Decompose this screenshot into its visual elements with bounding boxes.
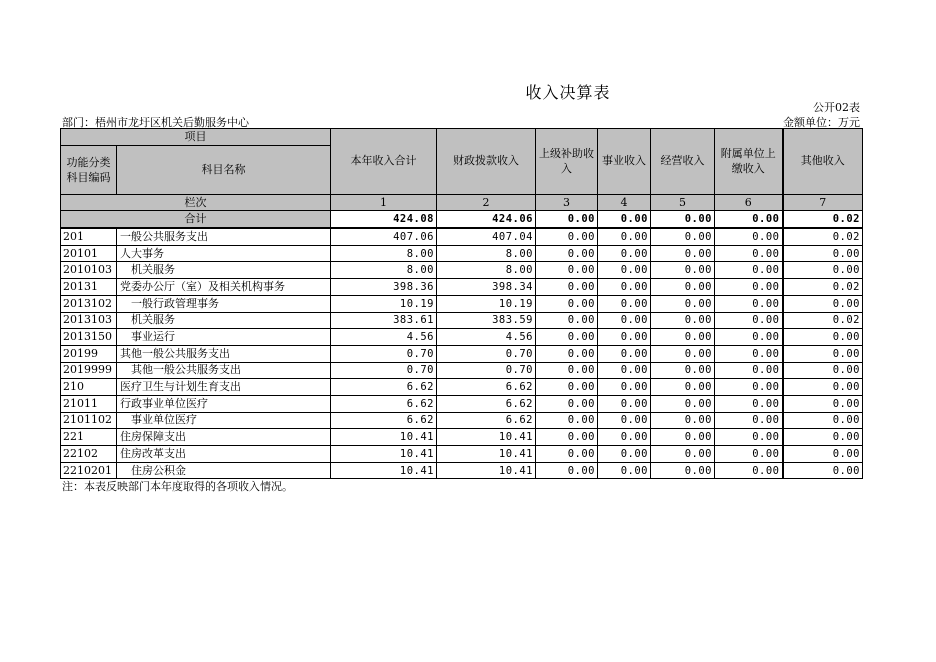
- row-name: 一般公共服务支出: [117, 228, 331, 245]
- header-code: 功能分类科目编码: [61, 145, 117, 194]
- row-name: 事业运行: [117, 329, 331, 346]
- header-name: 科目名称: [117, 145, 331, 194]
- row-value: 0.02: [783, 312, 863, 329]
- row-value: 0.00: [783, 262, 863, 279]
- row-value: 0.70: [331, 362, 437, 379]
- lanci-label: 栏次: [61, 194, 331, 211]
- col-number: 6: [715, 194, 783, 211]
- row-value: 0.00: [783, 245, 863, 262]
- row-value: 0.00: [715, 362, 783, 379]
- row-name: 其他一般公共服务支出: [117, 345, 331, 362]
- row-value: 0.00: [715, 312, 783, 329]
- row-value: 0.70: [437, 362, 536, 379]
- row-value: 0.00: [651, 379, 715, 396]
- table-row: [61, 379, 863, 396]
- income-table: [60, 128, 863, 479]
- row-value: 0.00: [536, 279, 598, 296]
- header-fiscal: 财政拨款收入: [437, 129, 536, 195]
- row-value: 0.00: [598, 462, 651, 479]
- total-value: 424.08: [331, 211, 437, 228]
- row-value: 0.00: [598, 245, 651, 262]
- row-code: 201: [61, 228, 117, 245]
- row-value: 0.00: [651, 245, 715, 262]
- lanci-row: [61, 194, 863, 211]
- row-value: 0.00: [536, 228, 598, 245]
- header-other: 其他收入: [783, 129, 863, 195]
- row-value: 0.00: [651, 395, 715, 412]
- table-row: [61, 412, 863, 429]
- row-value: 0.00: [536, 379, 598, 396]
- row-value: 383.59: [437, 312, 536, 329]
- row-value: 0.02: [783, 228, 863, 245]
- total-row: [61, 211, 863, 228]
- row-value: 0.00: [651, 329, 715, 346]
- row-code: 2013150: [61, 329, 117, 346]
- row-value: 6.62: [437, 395, 536, 412]
- row-value: 407.04: [437, 228, 536, 245]
- row-value: 10.19: [437, 295, 536, 312]
- row-value: 0.00: [715, 295, 783, 312]
- row-value: 0.00: [536, 395, 598, 412]
- col-number: 7: [783, 194, 863, 211]
- header-superior: 上级补助收入: [536, 129, 598, 195]
- row-value: 0.00: [598, 228, 651, 245]
- table-row: [61, 395, 863, 412]
- row-code: 2010103: [61, 262, 117, 279]
- table-row: [61, 295, 863, 312]
- header-total: 本年收入合计: [331, 129, 437, 195]
- row-code: 2210201: [61, 462, 117, 479]
- row-name: 一般行政管理事务: [117, 295, 331, 312]
- row-value: 0.70: [437, 345, 536, 362]
- table-row: [61, 312, 863, 329]
- row-value: 0.00: [651, 295, 715, 312]
- row-name: 行政事业单位医疗: [117, 395, 331, 412]
- row-value: 0.00: [783, 362, 863, 379]
- row-value: 0.00: [783, 429, 863, 446]
- table-row: [61, 245, 863, 262]
- row-value: 4.56: [437, 329, 536, 346]
- row-code: 20101: [61, 245, 117, 262]
- row-name: 医疗卫生与计划生育支出: [117, 379, 331, 396]
- row-value: 0.00: [536, 262, 598, 279]
- col-number: 2: [437, 194, 536, 211]
- row-value: 6.62: [437, 412, 536, 429]
- col-number: 4: [598, 194, 651, 211]
- row-value: 0.00: [598, 329, 651, 346]
- row-name: 机关服务: [117, 312, 331, 329]
- row-value: 0.00: [536, 312, 598, 329]
- row-code: 2013103: [61, 312, 117, 329]
- row-value: 0.00: [536, 462, 598, 479]
- row-value: 0.00: [651, 429, 715, 446]
- table-row: [61, 345, 863, 362]
- header-affiliated: 附属单位上缴收入: [715, 129, 783, 195]
- row-value: 0.00: [715, 345, 783, 362]
- row-name: 住房保障支出: [117, 429, 331, 446]
- row-value: 0.00: [598, 295, 651, 312]
- table-row: [61, 429, 863, 446]
- row-value: 10.41: [331, 429, 437, 446]
- row-value: 0.00: [715, 412, 783, 429]
- row-value: 0.00: [536, 362, 598, 379]
- row-value: 8.00: [437, 262, 536, 279]
- row-value: 0.00: [783, 379, 863, 396]
- table-body: [61, 129, 863, 479]
- header-business: 事业收入: [598, 129, 651, 195]
- row-value: 0.00: [783, 345, 863, 362]
- row-value: 0.00: [536, 412, 598, 429]
- row-name: 机关服务: [117, 262, 331, 279]
- row-value: 407.06: [331, 228, 437, 245]
- row-value: 0.00: [651, 312, 715, 329]
- row-value: 0.00: [783, 462, 863, 479]
- header-operating: 经营收入: [651, 129, 715, 195]
- row-value: 0.00: [715, 395, 783, 412]
- row-value: 8.00: [437, 245, 536, 262]
- row-value: 0.00: [598, 379, 651, 396]
- row-value: 0.00: [536, 429, 598, 446]
- row-value: 0.00: [715, 462, 783, 479]
- row-value: 0.00: [715, 245, 783, 262]
- row-value: 0.00: [715, 279, 783, 296]
- row-value: 0.00: [598, 412, 651, 429]
- row-value: 0.00: [536, 295, 598, 312]
- row-value: 0.00: [783, 329, 863, 346]
- unit-label: 金额单位：万元: [783, 116, 860, 129]
- row-code: 20131: [61, 279, 117, 296]
- table-row: [61, 279, 863, 296]
- row-value: 0.00: [651, 462, 715, 479]
- row-name: 其他一般公共服务支出: [117, 362, 331, 379]
- row-code: 22102: [61, 446, 117, 463]
- row-value: 0.00: [598, 446, 651, 463]
- row-value: 0.00: [783, 412, 863, 429]
- row-value: 0.70: [331, 345, 437, 362]
- col-number: 1: [331, 194, 437, 211]
- row-value: 10.41: [437, 462, 536, 479]
- row-value: 0.00: [715, 262, 783, 279]
- row-value: 0.00: [715, 446, 783, 463]
- row-value: 8.00: [331, 262, 437, 279]
- row-value: 4.56: [331, 329, 437, 346]
- row-value: 0.00: [598, 279, 651, 296]
- row-value: 6.62: [331, 379, 437, 396]
- row-value: 0.00: [598, 429, 651, 446]
- row-value: 6.62: [331, 395, 437, 412]
- table-row: [61, 262, 863, 279]
- row-value: 0.00: [651, 412, 715, 429]
- total-value: 0.00: [536, 211, 598, 228]
- header-project: 项目: [61, 129, 331, 146]
- row-value: 0.00: [715, 228, 783, 245]
- row-value: 10.41: [331, 446, 437, 463]
- table-row: [61, 446, 863, 463]
- row-value: 0.00: [715, 429, 783, 446]
- total-value: 424.06: [437, 211, 536, 228]
- row-value: 0.02: [783, 279, 863, 296]
- table-row: [61, 462, 863, 479]
- row-name: 党委办公厅（室）及相关机构事务: [117, 279, 331, 296]
- row-code: 210: [61, 379, 117, 396]
- total-value: 0.00: [598, 211, 651, 228]
- row-value: 0.00: [783, 446, 863, 463]
- row-value: 0.00: [651, 279, 715, 296]
- row-value: 0.00: [651, 446, 715, 463]
- row-value: 0.00: [598, 262, 651, 279]
- row-value: 0.00: [651, 345, 715, 362]
- total-value: 0.00: [715, 211, 783, 228]
- table-row: [61, 228, 863, 245]
- department-label: 部门：梧州市龙圩区机关后勤服务中心: [62, 116, 249, 129]
- row-value: 0.00: [651, 262, 715, 279]
- row-value: 0.00: [598, 345, 651, 362]
- col-number: 5: [651, 194, 715, 211]
- row-code: 2019999: [61, 362, 117, 379]
- row-value: 0.00: [536, 245, 598, 262]
- row-code: 221: [61, 429, 117, 446]
- row-name: 住房改革支出: [117, 446, 331, 463]
- row-value: 0.00: [715, 379, 783, 396]
- row-value: 6.62: [331, 412, 437, 429]
- table-row: [61, 362, 863, 379]
- total-value: 0.00: [651, 211, 715, 228]
- row-code: 2101102: [61, 412, 117, 429]
- row-name: 人大事务: [117, 245, 331, 262]
- row-code: 20199: [61, 345, 117, 362]
- page-title: 收入决算表: [525, 83, 611, 102]
- row-value: 0.00: [651, 362, 715, 379]
- row-value: 0.00: [715, 329, 783, 346]
- row-value: 10.41: [331, 462, 437, 479]
- row-name: 事业单位医疗: [117, 412, 331, 429]
- row-value: 0.00: [651, 228, 715, 245]
- row-value: 0.00: [536, 329, 598, 346]
- row-value: 10.19: [331, 295, 437, 312]
- row-value: 0.00: [536, 446, 598, 463]
- total-label: 合计: [61, 211, 331, 228]
- table-row: [61, 329, 863, 346]
- row-value: 398.34: [437, 279, 536, 296]
- row-value: 8.00: [331, 245, 437, 262]
- row-value: 0.00: [783, 395, 863, 412]
- row-value: 0.00: [598, 362, 651, 379]
- row-code: 2013102: [61, 295, 117, 312]
- row-value: 0.00: [598, 312, 651, 329]
- row-value: 0.00: [536, 345, 598, 362]
- row-value: 398.36: [331, 279, 437, 296]
- row-name: 住房公积金: [117, 462, 331, 479]
- row-value: 0.00: [783, 295, 863, 312]
- row-value: 0.00: [598, 395, 651, 412]
- col-number: 3: [536, 194, 598, 211]
- footnote: 注：本表反映部门本年度取得的各项收入情况。: [62, 480, 293, 493]
- row-value: 383.61: [331, 312, 437, 329]
- total-value: 0.02: [783, 211, 863, 228]
- header-row-1: [61, 129, 863, 146]
- row-value: 10.41: [437, 429, 536, 446]
- row-value: 6.62: [437, 379, 536, 396]
- row-code: 21011: [61, 395, 117, 412]
- form-number: 公开02表: [813, 101, 860, 114]
- row-value: 10.41: [437, 446, 536, 463]
